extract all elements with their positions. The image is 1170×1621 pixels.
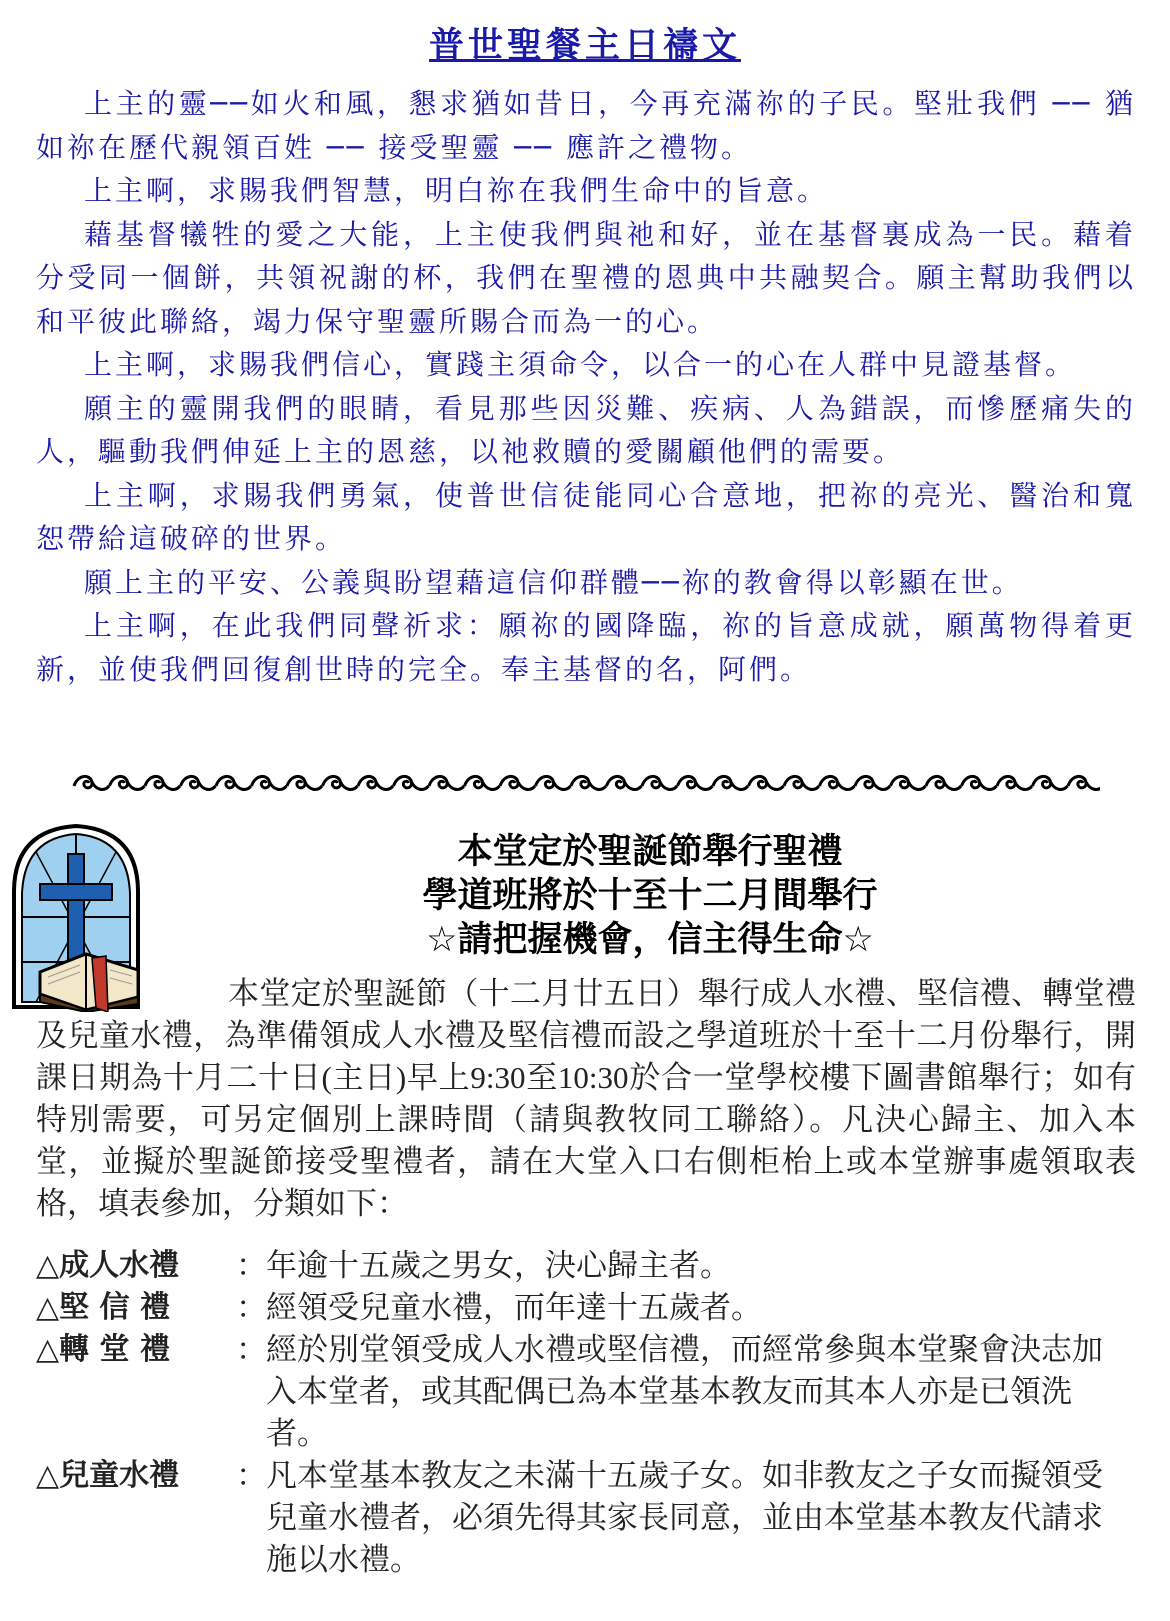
category-label: △轉 堂 禮 [36, 1332, 170, 1367]
category-text: 經於別堂領受成人水禮或堅信禮，而經常參與本堂聚會決志加入本堂者，或其配偶已為本堂基本教友而其本人亦是已領洗者。 [266, 1332, 1103, 1451]
prayer-paragraph: 上主啊，求賜我們勇氣，使普世信徒能同心合意地，把祢的亮光、醫治和寬恕帶給這破碎的世界。 [36, 478, 1136, 555]
notice-paragraph: 本堂定於聖誕節（十二月廿五日）舉行成人水禮、堅信禮、轉堂禮及兒童水禮，為準備領成人水禮及堅信禮而設之學道班於十至十二月份舉行，開課日期為十月二十日(主日)早上9:30至10:30於合一堂學校樓下圖書館舉行；如有特別需要，可另定個別上課時間（請與教牧同工聯絡）。凡決心歸主、加入本堂，並擬於聖誕節接受聖禮者，請在大堂入口右側柜枱上或本堂辦事處領取表格，填表參加，分類如下： [36, 976, 1136, 1221]
category-row [36, 1455, 1136, 1581]
category-row [36, 1245, 1136, 1287]
prayer-title: 普世聖餐主日禱文 [428, 25, 741, 66]
scroll-curl [607, 776, 642, 789]
category-label: △兒童水禮 [36, 1458, 180, 1493]
scroll-curl [642, 776, 677, 789]
scroll-curl [784, 776, 819, 789]
category-text: 年逾十五歲之男女，決心歸主者。 [266, 1248, 731, 1283]
prayer-paragraph: 願上主的平安、公義與盼望藉這信仰群體──祢的教會得以彰顯在世。 [84, 565, 1023, 599]
scroll-curl [997, 776, 1032, 789]
scroll-curl [926, 776, 961, 789]
notice-heading: ☆請把握機會，信主得生命☆ [426, 920, 874, 960]
scroll-curl [891, 776, 926, 789]
scroll-curl [855, 776, 890, 789]
scroll-curl [536, 776, 571, 789]
prayer-paragraph: 上主啊，求賜我們智慧，明白祢在我們生命中的旨意。 [84, 174, 829, 207]
category-colon: ： [236, 1248, 267, 1283]
scroll-curl [394, 776, 429, 789]
scroll-curl [145, 776, 180, 789]
scroll-curl [110, 776, 145, 789]
prayer-paragraph: 上主啊，在此我們同聲祈求：願祢的國降臨，祢的旨意成就，願萬物得着更新，並使我們回復創世時的完全。奉主基督的名，阿們。 [36, 609, 1136, 686]
scroll-curl [216, 776, 251, 789]
category-text: 凡本堂基本教友之未滿十五歲子女。如非教友之子女而擬領受兒童水禮者，必須先得其家長同意，並由本堂基本教友代請求施以水禮。 [266, 1458, 1103, 1577]
scroll-curl [571, 776, 606, 789]
category-row [36, 1287, 1136, 1329]
scroll-curl [287, 776, 322, 789]
notice-headings [260, 830, 1040, 962]
scroll-curl [465, 776, 500, 789]
sacrament-categories [36, 1245, 1136, 1581]
category-colon: ： [236, 1290, 267, 1325]
prayer-text [36, 82, 1136, 691]
scroll-curl [500, 776, 535, 789]
prayer-paragraph: 上主的靈──如火和風，懇求猶如昔日，今再充滿祢的子民。堅壯我們 ── 猶如祢在歷代親領百姓 ── 接受聖靈 ── 應許之禮物。 [36, 87, 1136, 164]
category-text: 經領受兒童水禮，而年達十五歲者。 [266, 1290, 762, 1325]
scroll-curl [678, 776, 713, 789]
category-row [36, 1329, 1136, 1455]
prayer-paragraph: 上主啊，求賜我們信心，實踐主須命令，以合一的心在人群中見證基督。 [84, 348, 1077, 381]
scroll-curl [1033, 776, 1068, 789]
prayer-paragraph: 藉基督犧牲的愛之大能，上主使我們與祂和好，並在基督裏成為一民。藉着分受同一個餅，共領祝謝的杯，我們在聖禮的恩典中共融契合。願主幫助我們以和平彼此聯絡，竭力保守聖靈所賜合而為一的心。 [36, 217, 1136, 338]
notice-heading: 學道班將於十至十二月間舉行 [422, 876, 878, 916]
scroll-curl [74, 776, 109, 789]
notice-body [36, 973, 1136, 1225]
category-label: △成人水禮 [36, 1248, 180, 1283]
scroll-curl [713, 776, 748, 789]
scroll-curl [820, 776, 855, 789]
scroll-curl [749, 776, 784, 789]
scroll-curl [429, 776, 464, 789]
scroll-curl [323, 776, 358, 789]
notice-heading: 本堂定於聖誕節舉行聖禮 [457, 832, 843, 872]
scroll-curl [252, 776, 287, 789]
scroll-curl [181, 776, 216, 789]
scroll-curl [358, 776, 393, 789]
scroll-curl [962, 776, 997, 789]
scroll-curl [1068, 776, 1100, 789]
scroll-ornament-divider [70, 770, 1100, 796]
category-colon: ： [236, 1332, 267, 1367]
prayer-paragraph: 願主的靈開我們的眼睛，看見那些因災難、疾病、人為錯誤，而慘歷痛失的人，驅動我們伸延上主的恩慈，以祂救贖的愛關顧他們的需要。 [36, 391, 1136, 468]
category-colon: ： [236, 1458, 267, 1493]
category-label: △堅 信 禮 [36, 1290, 170, 1325]
